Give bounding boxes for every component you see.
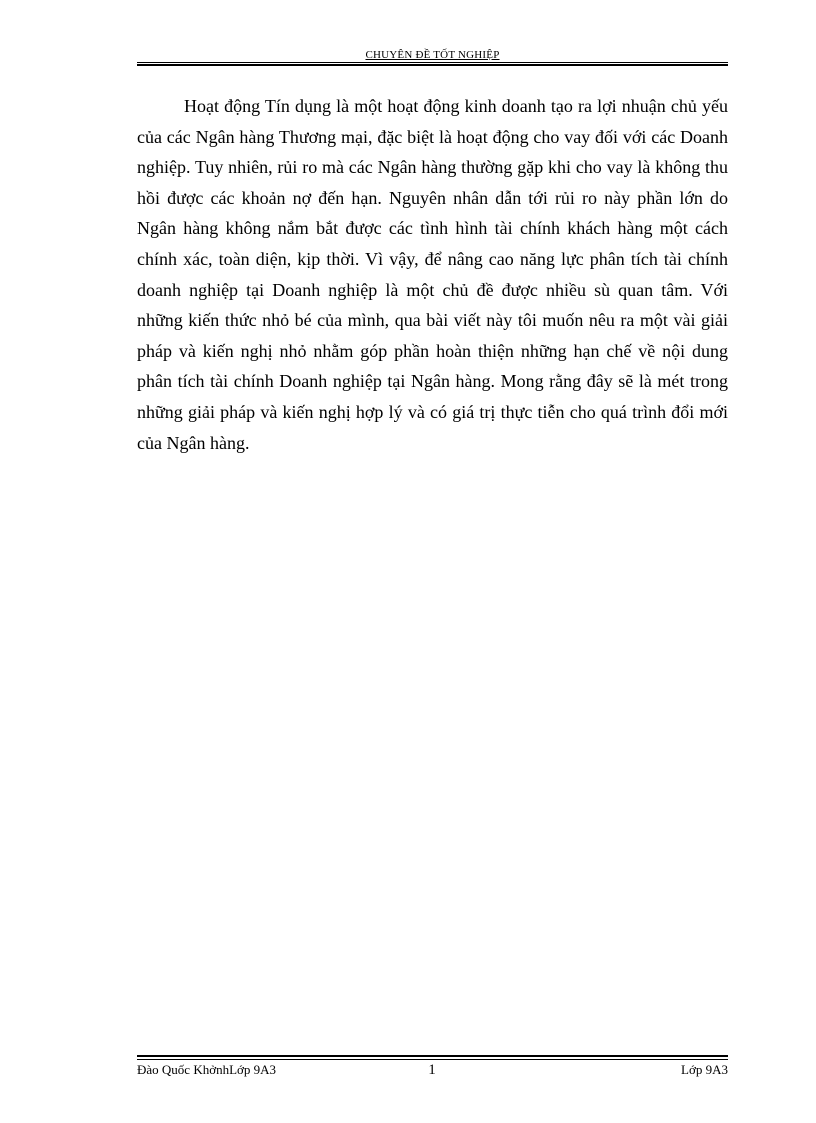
footer-rule-thin bbox=[137, 1059, 728, 1060]
header-rule-thin bbox=[137, 62, 728, 63]
footer-author: Đào Quốc KhởnhLớp 9A3 bbox=[137, 1062, 277, 1077]
footer-class: Lớp 9A3 bbox=[681, 1062, 728, 1077]
page-number: 1 bbox=[428, 1062, 436, 1078]
footer-rule-thick bbox=[137, 1055, 728, 1057]
document-title: CHUYÊN ĐỀ TỐT NGHIỆP bbox=[365, 49, 500, 61]
header-rule-thick bbox=[137, 64, 728, 66]
body-paragraph: Hoạt động Tín dụng là một hoạt động kinh doanh tạo ra lợi nhuận chủ yếu của các Ngân hàng Thương mại, đặc biệt là hoạt động cho vay đối với các Doanh nghiệp. Tuy nhiên, rủi ro mà các Ngân hàng thường gặp khi cho vay là không thu hồi được các khoản nợ đến hạn. Nguyên nhân dẫn tới rủi ro này phần lớn do Ngân hàng không nắm bắt được các tình hình tài chính khách hàng một cách chính xác, toàn diện, kịp thời. Vì vậy, để nâng cao năng lực phân tích tài chính doanh nghiệp tại Doanh nghiệp là một chủ đề được nhiều sù quan tâm. Với những kiến thức nhỏ bé của mình, qua bài viết này tôi muốn nêu ra một vài giải pháp và kiến nghị nhỏ nhằm góp phần hoàn thiện những hạn chế về nội dung phân tích tài chính Doanh nghiệp tại Ngân hàng. Mong rằng đây sẽ là mét trong những giải pháp và kiến nghị hợp lý và có giá trị thực tiễn cho quá trình đổi mới của Ngân hàng. bbox=[137, 96, 728, 453]
